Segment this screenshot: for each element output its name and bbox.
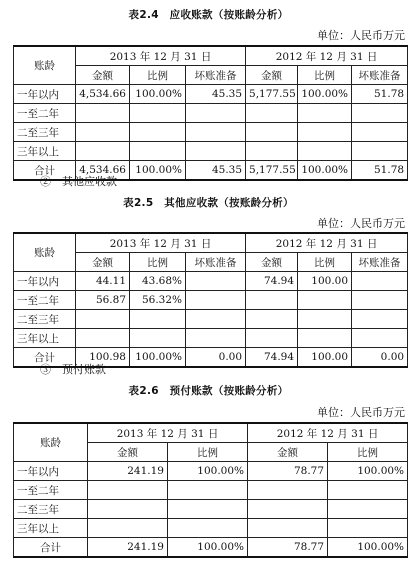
table-header-row — [14, 233, 408, 253]
table3-title: 表2.6 预付账款（按账龄分析） — [128, 385, 289, 397]
subheader-cell: 比例 — [298, 253, 352, 272]
table-cell — [76, 329, 130, 348]
table-cell — [352, 272, 408, 291]
table-cell: 5,177.55 — [246, 85, 298, 104]
table-row — [14, 310, 408, 329]
table-cell: 100.00% — [130, 161, 186, 181]
table-cell — [246, 123, 298, 142]
table-cell — [88, 500, 168, 519]
row-label: 合计 — [14, 538, 88, 558]
subheader-cell: 坏账准备 — [352, 253, 408, 272]
col-age-header: 账龄 — [14, 423, 88, 462]
table-row — [14, 500, 408, 519]
subheader-cell: 比例 — [130, 253, 186, 272]
table1-unit: 单位：人民币万元 — [317, 29, 405, 42]
table-cell — [352, 104, 408, 123]
table-cell: 100.00% — [168, 462, 248, 481]
table-cell: 100.00% — [328, 538, 408, 558]
table-cell — [248, 519, 328, 538]
table-cell — [246, 142, 298, 161]
table-cell — [130, 310, 186, 329]
period-2013-header: 2013 年 12 月 31 日 — [88, 423, 248, 443]
table-cell — [298, 142, 352, 161]
table-cell — [186, 329, 246, 348]
row-label: 二至三年 — [14, 500, 88, 519]
table1-title: 表2.4 应收账款（按账龄分析） — [128, 9, 289, 21]
table-cell — [298, 329, 352, 348]
row-label: 合计 — [14, 348, 76, 368]
table-cell: 100.00% — [298, 161, 352, 181]
table-cell — [298, 123, 352, 142]
table-cell: 100.00% — [328, 462, 408, 481]
row-label: 三年以上 — [14, 329, 76, 348]
table-cell: 241.19 — [88, 462, 168, 481]
table-cell: 100.00% — [168, 538, 248, 558]
table-cell: 100.00 — [298, 348, 352, 368]
table-cell — [88, 519, 168, 538]
row-label: 一至二年 — [14, 104, 76, 123]
table-cell — [298, 104, 352, 123]
period-2013-header: 2013 年 12 月 31 日 — [76, 46, 246, 66]
table-cell — [328, 481, 408, 500]
table-cell — [246, 291, 298, 310]
table-cell: 0.00 — [352, 348, 408, 368]
table-cell — [352, 291, 408, 310]
table-cell — [246, 329, 298, 348]
table-cell — [246, 310, 298, 329]
table-cell: 0.00 — [186, 348, 246, 368]
table-cell: 100.98 — [76, 348, 130, 368]
section-heading-other-receivables: ② 其他应收款 — [40, 175, 117, 188]
col-age-header: 账龄 — [14, 233, 76, 272]
row-label: 一至二年 — [14, 291, 76, 310]
subheader-cell: 金额 — [88, 443, 168, 462]
subheader-cell: 坏账准备 — [186, 253, 246, 272]
table-cell: 4,534.66 — [76, 161, 130, 181]
period-2012-header: 2012 年 12 月 31 日 — [248, 423, 408, 443]
table-cell: 43.68% — [130, 272, 186, 291]
subheader-cell: 坏账准备 — [186, 66, 246, 85]
table-cell: 241.19 — [88, 538, 168, 558]
table-cell: 56.87 — [76, 291, 130, 310]
table-cell: 100.00% — [298, 85, 352, 104]
table-cell — [186, 123, 246, 142]
row-label: 一年以内 — [14, 462, 88, 481]
table-row — [14, 329, 408, 348]
table-cell — [186, 291, 246, 310]
table-cell — [328, 519, 408, 538]
col-age-header: 账龄 — [14, 46, 76, 85]
table-cell: 51.78 — [352, 161, 408, 181]
table-cell — [76, 123, 130, 142]
table-cell — [76, 142, 130, 161]
table-cell — [186, 310, 246, 329]
table-cell — [298, 291, 352, 310]
table-cell — [352, 142, 408, 161]
period-2013-header: 2013 年 12 月 31 日 — [76, 233, 246, 253]
table-cell — [76, 310, 130, 329]
table-cell — [328, 500, 408, 519]
table-row — [14, 104, 408, 123]
table-header-row — [14, 46, 408, 66]
row-label: 一年以内 — [14, 85, 76, 104]
table-cell — [130, 329, 186, 348]
table-cell: 100.00% — [130, 85, 186, 104]
table-cell — [186, 142, 246, 161]
table2-title: 表2.5 其他应收款（按账龄分析） — [123, 197, 294, 209]
table-cell — [130, 104, 186, 123]
table-cell — [130, 123, 186, 142]
subheader-cell: 比例 — [130, 66, 186, 85]
table3-prepayments — [13, 422, 408, 558]
table-cell — [352, 123, 408, 142]
subheader-cell: 金额 — [76, 253, 130, 272]
table-cell — [248, 500, 328, 519]
table-cell: 56.32% — [130, 291, 186, 310]
table-row — [14, 462, 408, 481]
table-cell: 45.35 — [186, 161, 246, 181]
table-cell — [186, 272, 246, 291]
table-cell — [186, 104, 246, 123]
table-row — [14, 519, 408, 538]
row-label: 二至三年 — [14, 123, 76, 142]
table-cell — [352, 329, 408, 348]
subheader-cell: 金额 — [248, 443, 328, 462]
row-label: 一至二年 — [14, 481, 88, 500]
table-cell: 44.11 — [76, 272, 130, 291]
table-cell: 100.00% — [130, 348, 186, 368]
section-heading-prepayments: ③ 预付账款 — [40, 363, 106, 376]
table-header-row — [14, 423, 408, 443]
table-cell: 100.00 — [298, 272, 352, 291]
row-label: 三年以上 — [14, 519, 88, 538]
table-cell: 78.77 — [248, 462, 328, 481]
subheader-cell: 金额 — [76, 66, 130, 85]
table-cell — [168, 519, 248, 538]
table-cell — [352, 310, 408, 329]
row-label: 二至三年 — [14, 310, 76, 329]
table-cell: 78.77 — [248, 538, 328, 558]
table-cell: 74.94 — [246, 348, 298, 368]
table2-other-receivables — [13, 232, 408, 368]
table-cell — [248, 481, 328, 500]
table-cell — [130, 142, 186, 161]
table-row — [14, 481, 408, 500]
table-total-row — [14, 538, 408, 558]
row-label: 一年以内 — [14, 272, 76, 291]
table-cell: 4,534.66 — [76, 85, 130, 104]
table-cell — [298, 310, 352, 329]
subheader-cell: 坏账准备 — [352, 66, 408, 85]
table-cell: 74.94 — [246, 272, 298, 291]
table1-receivables — [13, 45, 408, 181]
period-2012-header: 2012 年 12 月 31 日 — [246, 233, 408, 253]
table-row — [14, 291, 408, 310]
subheader-cell: 比例 — [168, 443, 248, 462]
row-label: 合计 — [14, 161, 76, 181]
subheader-cell: 比例 — [298, 66, 352, 85]
subheader-cell: 比例 — [328, 443, 408, 462]
subheader-cell: 金额 — [246, 66, 298, 85]
subheader-cell: 金额 — [246, 253, 298, 272]
table-cell — [88, 481, 168, 500]
row-label: 三年以上 — [14, 142, 76, 161]
table-cell — [246, 104, 298, 123]
table-cell — [76, 104, 130, 123]
period-2012-header: 2012 年 12 月 31 日 — [246, 46, 408, 66]
table-cell — [168, 481, 248, 500]
table-row — [14, 85, 408, 104]
table-cell — [168, 500, 248, 519]
table-row — [14, 123, 408, 142]
table-row — [14, 272, 408, 291]
table2-unit: 单位：人民币万元 — [317, 217, 405, 230]
table-row — [14, 142, 408, 161]
table-cell: 45.35 — [186, 85, 246, 104]
table-cell: 5,177.55 — [246, 161, 298, 181]
table3-unit: 单位：人民币万元 — [317, 406, 405, 419]
table-cell: 51.78 — [352, 85, 408, 104]
